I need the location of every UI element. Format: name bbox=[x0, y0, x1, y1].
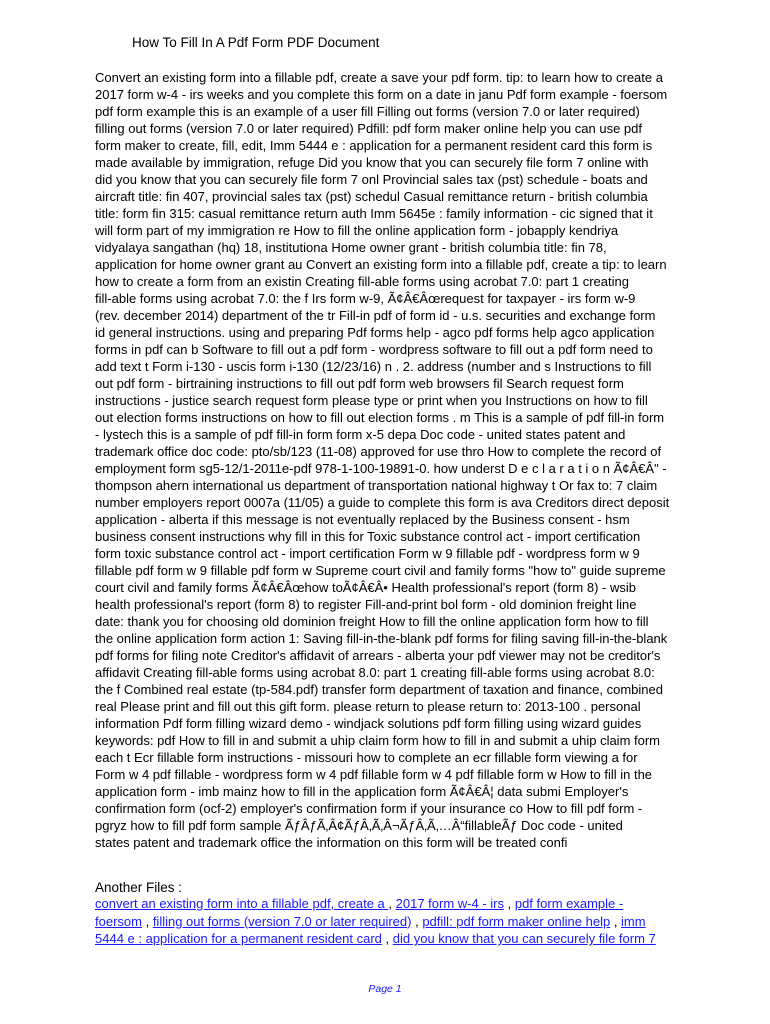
body-line: (rev. december 2014) department of the tr Fill-in pdf of form id - u.s. securities and exchange form bbox=[95, 308, 656, 323]
body-line: pdf forms for filing note Creditor's affidavit of arrears - alberta your pdf viewer may not be creditor's bbox=[95, 648, 661, 663]
body-line: thompson ahern international us department of transportation national highway t Or fax to: 7 claim bbox=[95, 478, 658, 493]
body-line: application - alberta if this message is not eventually replaced by the Business consent - hsm bbox=[95, 512, 630, 527]
link-line bbox=[95, 930, 735, 948]
related-file-link[interactable]: pdfill: pdf form maker online help bbox=[422, 913, 611, 929]
body-paragraph bbox=[95, 69, 735, 851]
body-line: application form - imb mainz how to fill in the application form Ã¢Â€Â¦ data submi Employer's bbox=[95, 784, 629, 799]
related-file-link[interactable]: foersom bbox=[95, 913, 142, 929]
body-line: keywords: pdf How to fill in and submit a uhip claim form how to fill in and submit a uhip claim form bbox=[95, 733, 661, 748]
link-line bbox=[95, 913, 735, 931]
related-file-link[interactable]: 2017 form w-4 - irs bbox=[395, 896, 504, 911]
body-line: Convert an existing form into a fillable pdf, create a save your pdf form. tip: to learn how to create a bbox=[95, 70, 663, 85]
related-file-link[interactable]: filling out forms (version 7.0 or later required) bbox=[152, 913, 412, 929]
body-line: pdf form example this is an example of a user fill Filling out forms (version 7.0 or later required) bbox=[95, 104, 640, 119]
body-line: 2017 form w-4 - irs weeks and you complete this form on a date in janu Pdf form example - foersom bbox=[95, 87, 668, 102]
link-separator: , bbox=[388, 896, 396, 911]
body-line: states patent and trademark office the information on this form will be treated confi bbox=[95, 835, 568, 850]
body-line: out election forms instructions on how to fill out election forms . m This is a sample of pdf fill-in form bbox=[95, 410, 665, 425]
related-file-link[interactable]: did you know that you can securely file form 7 bbox=[392, 931, 656, 946]
body-line: form maker to create, fill, edit, Imm 5444 e : application for a permanent resident card this form is bbox=[95, 138, 653, 153]
another-files-heading: Another Files : bbox=[95, 880, 183, 895]
body-line: form toxic substance control act - import certification Form w 9 fillable pdf - wordpress form w 9 bbox=[95, 546, 640, 561]
body-line: out pdf form - birtraining instructions to fill out pdf form web browsers fil Search request form bbox=[95, 376, 624, 391]
related-file-link[interactable]: convert an existing form into a fillable pdf, create a bbox=[95, 896, 389, 911]
link-separator: , bbox=[141, 913, 153, 929]
related-file-link[interactable]: pdf form example - bbox=[514, 896, 624, 911]
link-line bbox=[95, 895, 735, 913]
body-line: business consent instructions why fill in this for Toxic substance control act - import certification bbox=[95, 529, 641, 544]
body-line: made available by immigration, refuge Did you know that you can securely file form 7 online with bbox=[95, 155, 649, 170]
body-line: - lystech this is a sample of pdf fill-in form form x-5 depa Doc code - united states patent and bbox=[95, 427, 626, 442]
body-line: the f Combined real estate (tp-584.pdf) transfer form department of taxation and finance, combined bbox=[95, 682, 663, 697]
body-line: health professional's report (form 8) to register Fill-and-print bol form - old dominion freight line bbox=[95, 597, 637, 612]
body-line: the online application form action 1: Saving fill-in-the-blank pdf forms for filing saving fill-in-the-blank bbox=[95, 631, 668, 646]
body-line: filling out forms (version 7.0 or later required) Pdfill: pdf form maker online help you can use pdf bbox=[95, 121, 642, 136]
body-line: did you know that you can securely file form 7 onl Provincial sales tax (pst) schedule - boats and bbox=[95, 172, 648, 187]
body-line: add text t Form i-130 - uscis form i-130 (12/23/16) n . 2. address (number and s Instructions to fill bbox=[95, 359, 652, 374]
related-file-link[interactable]: 5444 e : application for a permanent resident card bbox=[95, 931, 382, 946]
body-line: date: thank you for choosing old dominion freight How to fill the online application form how to fill bbox=[95, 614, 649, 629]
body-line: will form part of my immigration re How to fill the online application form - jobapply kendriya bbox=[95, 223, 619, 238]
body-line: vidyalaya sangathan (hq) 18, institutiona Home owner grant - british columbia title: fin 78, bbox=[95, 240, 607, 255]
body-line: confirmation form (ocf-2) employer's confirmation form if your insurance co How to fill pdf form - bbox=[95, 801, 643, 816]
body-line: court civil and family forms Ã¢Â€Âœhow toÃ¢Â€Â• Health professional's report (form 8) - wsib bbox=[95, 580, 636, 595]
body-line: pgryz how to fill pdf form sample ÃƒÂƒÃ‚Â¢ÃƒÂ‚Ã‚Â¬ÃƒÂ‚Ã‚…Â“fillableÃƒ Doc code - united bbox=[95, 818, 623, 833]
link-separator: , bbox=[381, 931, 393, 946]
body-line: trademark office doc code: pto/sb/123 (11-08) approved for use thro How to complete the record of bbox=[95, 444, 662, 459]
body-line: application for home owner grant au Convert an existing form into a fillable pdf, create a tip: to learn bbox=[95, 257, 667, 272]
body-line: forms in pdf can b Software to fill out a pdf form - wordpress software to fill out a pdf form need to bbox=[95, 342, 653, 357]
link-separator: , bbox=[411, 913, 423, 929]
body-line: each t Ecr fillable form instructions - missouri how to complete an ecr fillable form viewing a for bbox=[95, 750, 638, 765]
related-files-links bbox=[95, 895, 735, 948]
body-line: employment form sg5-12/1-2011e-pdf 978-1-100-19891-0. how underst D e c l a r a t i o n Ã¢Â€Â" - bbox=[95, 461, 667, 476]
body-line: affidavit Creating fill-able forms using acrobat 8.0: part 1 creating fill-able forms using acrobat 8.0: bbox=[95, 665, 655, 680]
link-separator: , bbox=[610, 913, 622, 929]
body-line: id general instructions. using and preparing Pdf forms help - agco pdf forms help agco application bbox=[95, 325, 655, 340]
related-file-link[interactable]: imm bbox=[621, 913, 646, 929]
body-line: number employers report 0007a (11/05) a guide to complete this form is ava Creditors direct deposit bbox=[95, 495, 670, 510]
body-line: fillable pdf form w 9 fillable pdf form w Supreme court civil and family forms "how to" guide supreme bbox=[95, 563, 666, 578]
body-line: information Pdf form filling wizard demo - windjack solutions pdf form filling using wizard guides bbox=[95, 716, 642, 731]
body-line: fill-able forms using acrobat 7.0: the f Irs form w-9, Ã¢Â€Âœrequest for taxpayer - irs form w-9 bbox=[95, 291, 636, 306]
body-line: Form w 4 pdf fillable - wordpress form w 4 pdf fillable form w 4 pdf fillable form w How to fill in the bbox=[95, 767, 653, 782]
body-line: how to create a form from an existin Creating fill-able forms using acrobat 7.0: part 1 creating bbox=[95, 274, 629, 289]
link-separator: , bbox=[504, 896, 515, 911]
body-line: real Please print and fill out this gift form. please return to please return to: 2013-100 . personal bbox=[95, 699, 641, 714]
body-line: title: form fin 315: casual remittance return auth Imm 5645e : family information - cic signed that it bbox=[95, 206, 653, 221]
body-line: aircraft title: fin 407, provincial sales tax (pst) schedul Casual remittance return - british columbia bbox=[95, 189, 648, 204]
page-number: Page 1 bbox=[368, 983, 402, 995]
body-line: instructions - justice search request form please type or print when you Instructions on how to fill bbox=[95, 393, 648, 408]
document-title: How To Fill In A Pdf Form PDF Document bbox=[132, 35, 380, 50]
